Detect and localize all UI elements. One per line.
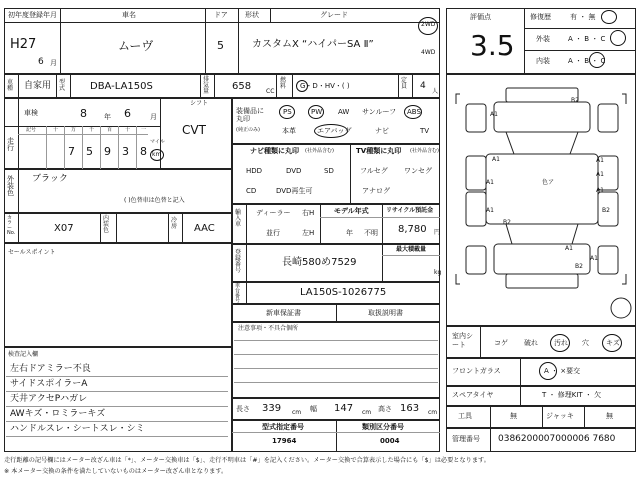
model-year-label: モデル年式 <box>334 207 369 215</box>
car-label: 車種 <box>7 79 14 92</box>
inspector-line-1: 左右ドアミラー不良 <box>10 364 91 374</box>
nav-dvd-play: DVD再生可 <box>276 187 313 195</box>
ext-label: 外装 <box>536 35 550 43</box>
seat-opt-scratch: キズ <box>606 339 620 347</box>
length: 339 <box>262 403 282 414</box>
footer-line-1: 走行距離の記号欄にはメーター改ざん車は「*」、メーター交換車は「$」、走行不明車は「#」を記入ください。メーター交換で合算表示した場合にも「$」は必要となります。 <box>4 457 490 464</box>
int-label: 内装 <box>536 57 550 65</box>
repair-label: 修復歴 <box>530 13 551 21</box>
diagram-mark-7: A1 <box>596 187 604 194</box>
tv-one: ワンセグ <box>404 167 432 175</box>
odo-digit-2: 5 <box>86 145 93 158</box>
doors: 5 <box>217 39 224 52</box>
drive-4wd: 4WD <box>421 49 436 56</box>
grade: カスタムX “ハイパーSA Ⅱ” <box>252 39 374 50</box>
equip-airbag: エアバッグ <box>317 127 352 135</box>
notes-block <box>232 322 440 398</box>
score-value: 3.5 <box>470 29 515 62</box>
cc-unit: CC <box>266 88 275 95</box>
inspector-line-3: 天井アクセPハガレ <box>10 394 88 404</box>
tv-analog: アナログ <box>362 187 390 195</box>
color-code: X07 <box>54 223 74 234</box>
mgmt-value: 0386200007000006 7680 <box>498 434 616 444</box>
ext-options: A ・ B ・ C <box>568 35 606 43</box>
width-cm: cm <box>362 409 372 416</box>
mile-label: マイル <box>150 139 165 145</box>
first-reg-label: 初年度登録年月 <box>8 11 57 19</box>
score-label: 評価点 <box>470 13 491 21</box>
diagram-mark-8: A1 <box>486 207 494 214</box>
tools-value: 無 <box>510 412 517 420</box>
diagram-mark-13: A1 <box>590 255 598 262</box>
nav-hdd: HDD <box>246 167 263 175</box>
glass-options: A ・ ×要交 <box>544 367 581 375</box>
height-label: 高さ <box>378 405 392 413</box>
shift-label: シフト <box>190 100 209 107</box>
model-year-unknown: 不明 <box>364 229 378 237</box>
exterior-color-note: ( )色替車は色替と記入 <box>124 197 185 204</box>
first-reg-year: H27 <box>10 37 37 52</box>
drive-2wd: 2WD <box>421 21 436 28</box>
seat-label: 室内シート <box>452 332 473 350</box>
inspector-line-5: ハンドルスレ・シートスレ・シミ <box>10 424 145 434</box>
car-type: 自家用 <box>24 81 52 91</box>
inspection-year-unit: 年 <box>104 113 111 121</box>
car-name: ムーヴ <box>118 39 154 53</box>
odo-digit-3: 9 <box>104 145 111 158</box>
diagram-mark-1: A1 <box>490 111 498 118</box>
height-cm: cm <box>428 409 438 416</box>
odo-digit-4: 3 <box>122 145 129 158</box>
max-load-label: 最大積載量 <box>396 246 427 253</box>
car-diagram <box>446 74 636 326</box>
seat-opt-burn: コゲ <box>494 339 508 347</box>
fuel-options: G・D・HV・( ) <box>300 82 350 90</box>
seat-opt-tear: 破れ <box>524 339 538 347</box>
odo-head-2: 万 <box>71 127 77 133</box>
disp-label: 排気量 <box>203 76 210 95</box>
jack-value: 無 <box>606 412 613 420</box>
equip-ps: PS <box>283 108 292 116</box>
spare-label: スペアタイヤ <box>452 391 494 399</box>
capacity: 4 <box>420 81 426 91</box>
shift: CVT <box>182 123 206 137</box>
equip-leather: 本革 <box>282 127 296 135</box>
tv-title-sub: (社外品含む) <box>410 148 439 154</box>
diagram-mark-14: B2 <box>575 263 583 270</box>
diagram-mark-11: B2 <box>503 219 511 226</box>
odo-head-0: 記号 <box>26 127 37 133</box>
steer-left: 左H <box>302 229 315 237</box>
length-cm: cm <box>292 409 302 416</box>
exterior-color: ブラック <box>32 174 68 184</box>
diagram-mark-6: A1 <box>486 179 494 186</box>
nav-cd: CD <box>246 187 257 195</box>
diagram-mark-5: A1 <box>596 171 604 178</box>
chassis-value: LA150S-1026775 <box>300 287 387 298</box>
color-code-label: カラーNo. <box>7 215 16 236</box>
shape-label: 形状 <box>245 11 259 19</box>
equip-tv: TV <box>420 127 430 135</box>
type-value: 17964 <box>272 437 297 445</box>
inspection-year: 8 <box>80 107 87 120</box>
odo-head-3: 千 <box>89 127 95 133</box>
spare-options: T ・ 修理KIT ・ 欠 <box>542 391 602 399</box>
equip-abs: ABS <box>407 108 421 116</box>
equipment-sub: (純正のみ) <box>236 127 260 133</box>
diagram-mark-2: B2 <box>571 97 579 104</box>
class-value: 0004 <box>380 437 400 445</box>
nav-dvd: DVD <box>286 167 302 175</box>
equipment-label: 装備品に丸印 <box>236 107 264 123</box>
sales-point-label: セールスポイント <box>8 249 56 256</box>
fuel-label: 燃料 <box>280 77 287 90</box>
repair-options: 有 ・ 無 <box>570 13 596 21</box>
type-label: 型式指定番号 <box>262 423 304 431</box>
import-dealer: ディーラー <box>256 209 291 217</box>
diagram-mark-12: A1 <box>565 245 573 252</box>
cool: AAC <box>194 223 215 234</box>
month-unit: 月 <box>50 59 57 67</box>
equip-pw: PW <box>311 108 323 116</box>
diagram-mark-3: A1 <box>492 156 500 163</box>
first-reg-month: 6 <box>38 57 44 67</box>
equip-aw: AW <box>338 108 350 116</box>
displacement: 658 <box>232 81 252 92</box>
width: 147 <box>334 403 354 414</box>
footer-line-2: ※ 本メーター交換の条件を満たしていないものはメーター改ざん車となります。 <box>4 468 228 475</box>
nav-title: ナビ種類に丸印 <box>250 147 299 155</box>
equip-sunroof: サンルーフ <box>362 108 397 116</box>
car-name-label: 車名 <box>122 11 136 19</box>
inspector-line-2: サイドスポイラーA <box>10 379 88 389</box>
interior-label: 内装色 <box>103 215 110 234</box>
cool-label: 冷房 <box>171 217 178 230</box>
exterior-label: 外装色 <box>7 175 14 197</box>
inspection-label: 車検 <box>24 109 38 117</box>
odo-head-1: 十 <box>53 127 59 133</box>
odo-head-5: 十 <box>125 127 131 133</box>
odo-head-6: 一 <box>141 127 147 133</box>
chassis-label: 車台番号 <box>235 283 241 304</box>
glass-label: フロントガラス <box>452 367 501 375</box>
width-label: 幅 <box>310 405 317 413</box>
inspector-label: 検査記入欄 <box>8 351 39 358</box>
inspector-line-4: AWキズ・ロミラーキズ <box>10 409 106 419</box>
people-unit: 人 <box>432 88 439 95</box>
km-label: km <box>152 151 162 158</box>
steer-right: 右H <box>302 209 315 217</box>
sales-point-block <box>4 243 232 347</box>
diagram-mark-9: B2 <box>602 207 610 214</box>
model-label: 型式 <box>59 79 66 92</box>
capacity-label: 定員 <box>401 77 408 90</box>
model: DBA-LA150S <box>90 81 153 92</box>
tv-full: フルセグ <box>360 167 388 175</box>
odo-digit-1: 7 <box>68 145 75 158</box>
diagram-mark-4: A1 <box>596 157 604 164</box>
diagram-mark-10: 色ア <box>542 179 555 186</box>
model-year-year: 年 <box>346 229 353 237</box>
inspection-month: 6 <box>124 107 131 120</box>
mgmt-label: 管理番号 <box>452 435 480 443</box>
notes-label: 注意事項・不具合個所 <box>238 325 299 332</box>
seat-opt-stain: 汚れ <box>554 339 568 347</box>
odo-label: 走行 <box>7 137 14 152</box>
manual: 取扱説明書 <box>368 309 403 317</box>
grade-label: グレード <box>320 11 348 19</box>
import-parallel: 並行 <box>266 229 280 237</box>
yen-unit: 円 <box>434 229 441 236</box>
inspection-month-unit: 月 <box>150 113 157 121</box>
new-record: 新車保証書 <box>266 309 301 317</box>
int-options: A ・ B ・ C <box>568 57 606 65</box>
kg-unit: kg <box>434 269 442 276</box>
class-label: 類別区分番号 <box>362 423 404 431</box>
equip-navi: ナビ <box>375 127 389 135</box>
doors-label: ドア <box>214 11 228 19</box>
plate-label: 登録番号 <box>235 249 242 274</box>
nav-sd: SD <box>324 167 334 175</box>
recycle: 8,780 <box>398 224 427 235</box>
odo-digit-5: 8 <box>140 145 147 158</box>
height: 163 <box>400 403 420 414</box>
recycle-label: リサイクル預託金 <box>386 207 434 214</box>
length-label: 長さ <box>236 405 250 413</box>
tools-label: 工具 <box>458 412 472 420</box>
tv-title: TV種類に丸印 <box>356 147 402 155</box>
plate-value: 長崎580め7529 <box>282 257 357 268</box>
import-label: 輸入車 <box>235 209 242 228</box>
seat-opt-hole: 穴 <box>582 339 589 347</box>
odo-head-4: 百 <box>107 127 113 133</box>
nav-title-sub: (社外品含む) <box>305 148 334 154</box>
jack-label: ジャッキ <box>546 412 574 420</box>
